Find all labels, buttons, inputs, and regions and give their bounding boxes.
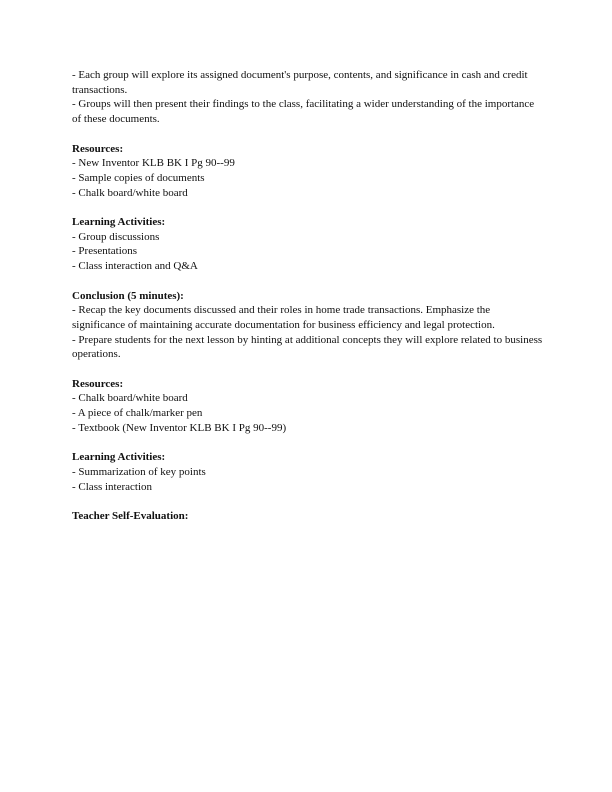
resources-heading: Resources: [72, 377, 124, 390]
resource-item: - A piece of chalk/marker pen [72, 407, 203, 420]
resource-item: - New Inventor KLB BK I Pg 90--99 [72, 157, 235, 170]
document-page [72, 68, 544, 538]
activity-item: - Class interaction [72, 480, 153, 493]
activity-item: - Class interaction and Q&A [72, 260, 198, 273]
resources-heading: Resources: [72, 142, 124, 155]
resources-section-2 [72, 377, 544, 436]
intro-item: - Each group will explore its assigned document's purpose, contents, and significance in cash and credit transactions. [72, 69, 528, 96]
teacher-evaluation-section [72, 509, 544, 524]
conclusion-item: - Recap the key documents discussed and their roles in home trade transactions. Emphasize the significance of maintaining accurate documentation for business efficiency and legal protection. [72, 304, 495, 331]
activity-item: - Group discussions [72, 230, 160, 243]
learning-activities-section [72, 215, 544, 274]
resource-item: - Textbook (New Inventor KLB BK I Pg 90--99) [72, 421, 287, 434]
learning-activities-section-2 [72, 450, 544, 494]
conclusion-section [72, 289, 544, 363]
learning-activities-heading: Learning Activities: [72, 451, 166, 464]
activity-item: - Summarization of key points [72, 465, 206, 478]
activity-item: - Presentations [72, 245, 138, 258]
conclusion-item: - Prepare students for the next lesson by hinting at additional concepts they will explore related to business operations. [72, 333, 543, 361]
conclusion-heading: Conclusion (5 minutes): [72, 289, 184, 302]
intro-item: - Groups will then present their findings to the class, facilitating a wider understanding of the importance of these documents. [72, 98, 535, 126]
intro-section [72, 68, 544, 127]
resource-item: - Chalk board/white board [72, 392, 188, 405]
resource-item: - Chalk board/white board [72, 186, 188, 199]
resource-item: - Sample copies of documents [72, 171, 205, 184]
learning-activities-heading: Learning Activities: [72, 216, 166, 228]
teacher-evaluation-heading: Teacher Self-Evaluation: [72, 510, 189, 522]
resources-section [72, 142, 544, 201]
